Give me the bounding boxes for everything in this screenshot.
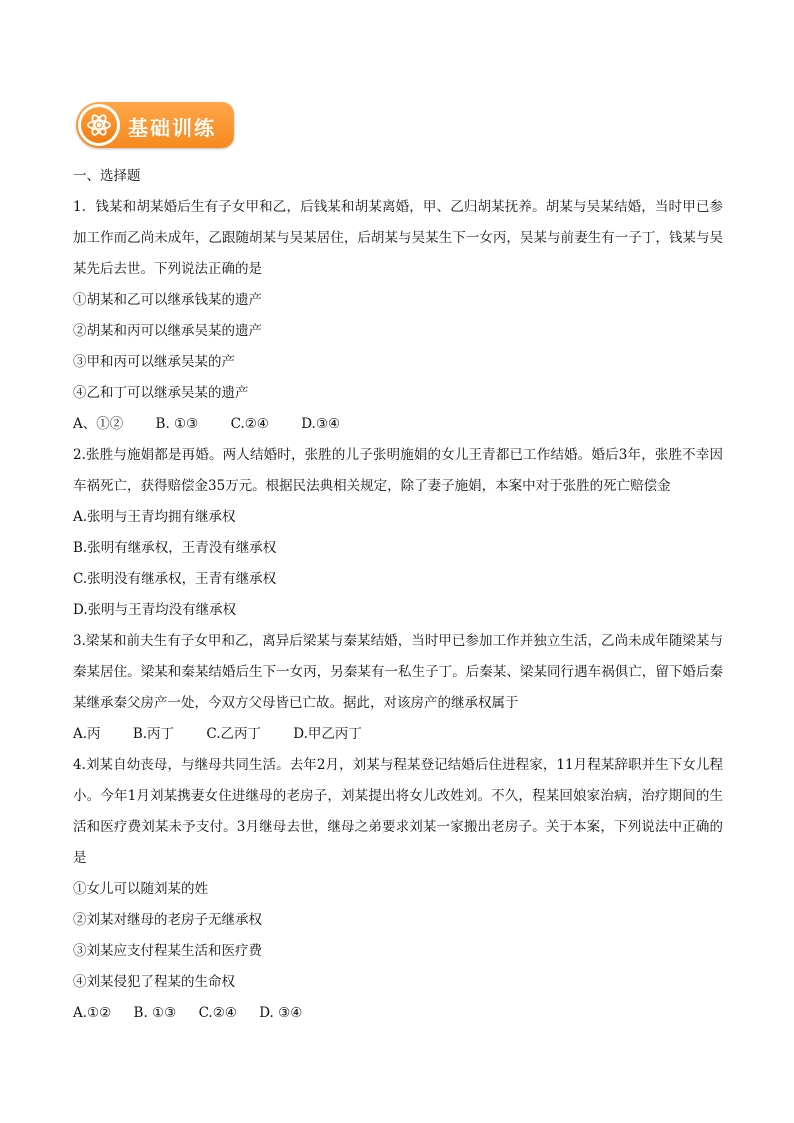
question-3-stem: 3.梁某和前夫生有子女甲和乙，离异后梁某与秦某结婚，当时甲已参加工作并独立生活，乙尚未成年随梁某与秦某居住。梁某和秦某结婚后生下一女丙，另秦某有一私生子丁。后秦某、梁某同行遇车祸俱亡，留下婚后秦某继承秦父房产一处，今双方父母皆已亡故。据此，对该房产的继承权属于 <box>73 633 723 711</box>
question-4-option-a: A.①② <box>73 1005 112 1021</box>
question-4-option-c: C.②④ <box>198 1005 237 1021</box>
question-1-stem: 1．钱某和胡某婚后生有子女甲和乙，后钱某和胡某离婚，甲、乙归胡某抚养。胡某与吴某结婚，当时甲已参加工作而乙尚未成年，乙跟随胡某与吴某居住，后胡某与吴某生下一女丙，吴某与前妻生有一子丁，钱某与吴某先后去世。下列说法正确的是 <box>73 199 723 277</box>
banner-icon-badge <box>78 104 120 146</box>
question-1-option-a: A、①② <box>73 416 124 432</box>
question-4-stem: 4.刘某自幼丧母，与继母共同生活。去年2月，刘某与程某登记结婚后住进程家，11月程某辞职并生下女儿程小。今年1月刘某携妻女住进继母的老房子，刘某提出将女儿改姓刘。不久，程某回娘家治病，治疗期间的生活和医疗费刘某未予支付。3月继母去世，继母之弟要求刘某一家搬出老房子。关于本案，下列说法中正确的是 <box>73 757 723 866</box>
section-heading: 一、选择题 <box>73 168 141 184</box>
atom-icon-graphic <box>85 111 113 139</box>
question-1-option-d: D.③④ <box>301 416 341 432</box>
question-3-option-c: C.乙丙丁 <box>206 726 261 742</box>
question-2-choice-c: C.张明没有继承权，王青有继承权 <box>73 571 277 587</box>
question-1-item-4: ④乙和丁可以继承吴某的遗产 <box>73 385 249 401</box>
question-4-options <box>73 998 723 1029</box>
question-4-item-2: ②刘某对继母的老房子无继承权 <box>73 912 262 928</box>
question-3-option-a: A.丙 <box>73 726 101 742</box>
question-content <box>73 161 723 1029</box>
question-2-stem: 2.张胜与施娟都是再婚。两人结婚时，张胜的儿子张明施娟的女儿王青都已工作结婚。婚后3年，张胜不幸因车祸死亡，获得赔偿金35万元。根据民法典相关规定，除了妻子施娟，本案中对于张胜的死亡赔偿金 <box>73 447 723 494</box>
question-4-option-b: B. ①③ <box>133 1005 177 1021</box>
atom-icon <box>81 107 117 143</box>
question-4-item-3: ③刘某应支付程某生活和医疗费 <box>73 943 262 959</box>
question-3-option-d: D.甲乙丙丁 <box>293 726 362 742</box>
section-banner <box>76 102 234 148</box>
question-4-item-1: ①女儿可以随刘某的姓 <box>73 881 208 897</box>
banner-title: 基础训练 <box>128 116 216 140</box>
question-1-item-3: ③甲和丙可以继承吴某的产 <box>73 354 235 370</box>
question-1-item-2: ②胡某和丙可以继承吴某的遗产 <box>73 323 262 339</box>
question-3-options <box>73 719 723 750</box>
question-2-choice-b: B.张明有继承权，王青没有继承权 <box>73 540 277 556</box>
question-2-choice-d: D.张明与王青均没有继承权 <box>73 602 237 618</box>
question-4-option-d: D. ③④ <box>259 1005 303 1021</box>
question-3-option-b: B.丙丁 <box>132 726 175 742</box>
question-1-options <box>73 409 723 440</box>
question-1-option-b: B. ①③ <box>155 416 199 432</box>
question-4-item-4: ④刘某侵犯了程某的生命权 <box>73 974 235 990</box>
question-2-choice-a: A.张明与王青均拥有继承权 <box>73 509 236 525</box>
question-1-option-c: C.②④ <box>230 416 269 432</box>
question-1-item-1: ①胡某和乙可以继承钱某的遗产 <box>73 292 262 308</box>
